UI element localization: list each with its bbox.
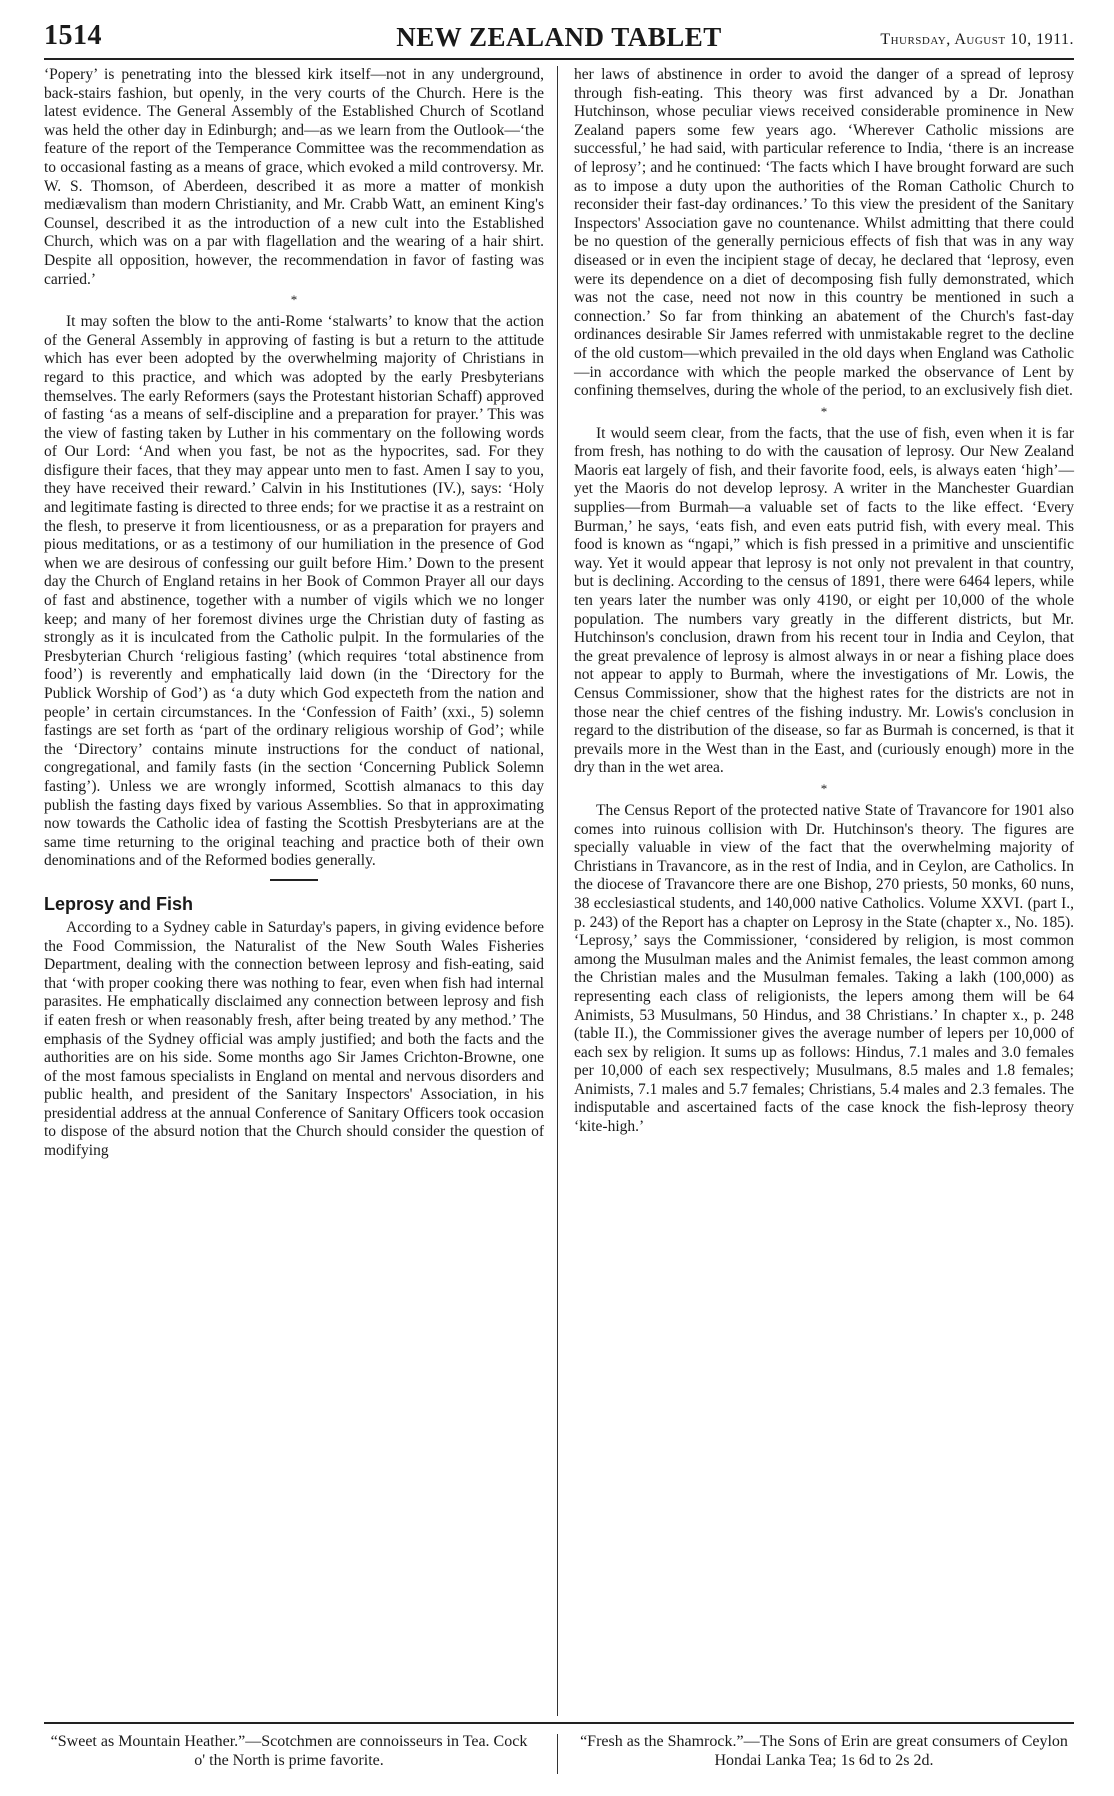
article-paragraph: According to a Sydney cable in Saturday's papers, in giving evidence before the Food Commission, the Naturalist of the New South Wales Fisheries Department, dealing with the connection between leprosy and fish-eating, said that ‘with proper cooking there was nothing to fear, even when fish had internal parasites. He emphatically disclaimed any connection between leprosy and fish if eaten fresh or when reasonably fresh, after being treated by any method.’ The emphasis of the Sydney official was amply justified; and both the facts and the authorities are on his side. Some months ago Sir James Crichton-Browne, one of the most famous specialists in England on mental and nervous disorders and public health, and president of the Sanitary Inspectors' Association, in his presidential address at the annual Conference of Sanitary Officers took occasion to dispose of the absurd notion that the Church should consider the question of modifying <box>44 918 544 1160</box>
section-heading: Leprosy and Fish <box>44 893 194 914</box>
right-column <box>574 66 1074 1716</box>
footer-advertisements <box>44 1722 1074 1780</box>
article-paragraph: It may soften the blow to the anti-Rome ‘stalwarts’ to know that the action of the General Assembly in approving of fasting is but a return to the attitude which has ever been adopted by the overwhelming majority of Christians in regard to this practice, and which was adopted by the early Presbyterians themselves. The early Reformers (says the Protestant historian Schaff) approved of fasting ‘as a means of self-discipline and a preparation for prayer.’ This was the view of fasting taken by Luther in his commentary on the following words of Our Lord: ‘And when you fast, be not as the hypocrites, sad. For they disfigure their faces, that they may appear unto men to fast. Amen I say to you, they have received their reward.’ Calvin in his Institutiones (IV.), says: ‘Holy and legitimate fasting is directed to three ends; for we practise it as a restraint on the flesh, to preserve it from licentiousness, or as a preparation for prayers and pious meditations, or as a testimony of our humiliation in the presence of God when we are desirous of confessing our guilt before Him.’ Down to the present day the Church of England retains in her Book of Common Prayer all our days of fast and abstinence, together with a number of vigils which we no longer keep; and many of her foremost divines urge the Christian duty of fasting as strongly as it is inculcated from the Catholic pulpit. In the formularies of the Presbyterian Church ‘religious fasting’ (which requires ‘total abstinence from food’) is reverently and emphatically laid down (in the ‘Directory for the Publick Worship of God’) as ‘a duty which God expecteth from the nation and people’ in certain circumstances. In the ‘Confession of Faith’ (xxi., 5) solemn fastings are set forth as ‘part of the ordinary religious worship of God’; while the ‘Directory’ contains minute instructions for the conduct of national, congregational, and family fasts (in the section ‘Concerning Publick Solemn fasting’). Unless we are wrongly informed, Scottish almanacs to this day publish the fasting days fixed by various Assemblies. So that in approximating now towards the Catholic idea of fasting the Scottish Presbyterians are at the same time returning to the original teaching and practice both of their own denominations and of the Reformed bodies generally. <box>44 313 544 870</box>
column-divider <box>557 66 558 1716</box>
paper-title: NEW ZEALAND TABLET <box>396 22 722 52</box>
footer-ad-left: “Sweet as Mountain Heather.”—Scotchmen are connoisseurs in Tea. Cock o' the North is prime favorite. <box>50 1733 528 1769</box>
article-paragraph: ‘Popery’ is penetrating into the blessed kirk itself—not in any underground, back-stairs fashion, but openly, in the very courts of the Church. Here is the latest evidence. The General Assembly of the Established Church of Scotland was held the other day in Edinburgh; and—as we learn from the Outlook—‘the feature of the report of the Temperance Committee was the recommendation as to occasional fasting as a means of grace, which evoked a mild controversy. Mr. W. S. Thomson, of Aberdeen, described it as more a matter of monkish mediævalism than modern Christianity, and Mr. Crabb Watt, an eminent King's Counsel, described it as the introduction of a new cult into the Established Church, which was on a par with flagellation and the wearing of a hair shirt. Despite all opposition, however, the recommendation in favor of fasting was carried.’ <box>44 66 544 288</box>
article-paragraph: The Census Report of the protected native State of Travancore for 1901 also comes into ruinous collision with Dr. Hutchinson's theory. The figures are specially valuable in view of the fact that the overwhelming majority of Christians in Travancore, as in the rest of India, and in Ceylon, are Catholics. In the diocese of Travancore there are one Bishop, 270 priests, 50 monks, 60 nuns, 38 ecclesiastical students, and 140,000 native Catholics. Volume XXVI. (part I., p. 243) of the Report has a chapter on Leprosy in the State (chapter x., No. 185). ‘Leprosy,’ says the Commissioner, ‘considered by religion, is most common among the Musulman males and the Animist females, the least common among the Christian males and the Musulman females. Taking a lakh (100,000) as representing each class of religionists, the lepers among them will be 64 Animists, 53 Musulmans, 50 Hindus, and 38 Christians.’ In chapter x., p. 248 (table II.), the Commissioner gives the average number of lepers per 10,000 of each sex by religion. It sums up as follows: Hindus, 7.1 males and 3.0 females per 10,000 of each sex respectively; Musulmans, 8.5 males and 1.8 females; Animists, 7.1 males and 5.7 females; Christians, 5.4 males and 2.3 females. The indisputable and ascertained facts of the case knock the fish-leprosy theory ‘kite-high.’ <box>574 801 1074 1136</box>
article-paragraph: her laws of abstinence in order to avoid the danger of a spread of leprosy through fish-eating. This theory was first advanced by a Dr. Jonathan Hutchinson, whose peculiar views received considerable prominence in New Zealand papers some few years ago. ‘Wherever Catholic missions are successful,’ he had said, with particular reference to India, ‘there is an increase of leprosy’; and he continued: ‘The facts which I have brought forward are such as to impose a duty upon the authorities of the Roman Catholic Church to reconsider their fast-day ordinances.’ To this view the president of the Sanitary Inspectors' Association gave no countenance. Whilst admitting that there could be no question of the generally pernicious effects of fish that was in any way diseased or in even the incipient stage of decay, he declared that ‘leprosy, even were its dependence on a diet of decomposing fish fully demonstrated, which was not the case, need not now in this country be mentioned in such a connection.’ So far from thinking an abatement of the Church's fast-day ordinances desirable Sir James referred with unmistakable regret to the decline of the old custom—which prevailed in the old days when England was Catholic—in accordance with which the people marked the observance of Lent by confining themselves, during the whole of the period, to an exclusively fish diet. <box>574 66 1074 400</box>
issue-date: Thursday, August 10, 1911. <box>880 31 1074 48</box>
article-paragraph: It would seem clear, from the facts, that the use of fish, even when it is far from fresh, has nothing to do with the causation of leprosy. Our New Zealand Maoris eat largely of fish, and their favorite food, eels, is always eaten ‘high’—yet the Maoris do not develop leprosy. A writer in the Manchester Guardian supplies—from Burmah—a valuable set of facts to the like effect. ‘Every Burman,’ he says, ‘eats fish, and even eats putrid fish, with every meal. This food is known as “ngapi,” which is fish pressed in a primitive and unscientific way. Yet it would appear that leprosy is not only not prevalent in that country, but is declining. According to the census of 1891, there were 6464 lepers, while ten years later the number was only 4190, or eight per 10,000 of the whole population. The numbers vary greatly in the different districts, but Mr. Hutchinson's conclusion, drawn from his recent tour in India and Ceylon, that the great prevalence of leprosy is almost always in or near a fishing place does not appear to apply to Burmah, where the investigations of Mr. Lowis, the Census Commissioner, show that the highest rates for the districts are not in those near the chief centres of the fishing industry. Mr. Lowis's conclusion in regard to the distribution of the disease, so far as Burmah is concerned, is that it prevails more in the West than in the East, and (curiously enough) more in the dry than in the wet area. <box>574 424 1074 777</box>
footer-divider <box>557 1734 558 1774</box>
asterisk-separator: * <box>820 403 828 419</box>
left-column <box>44 66 544 1716</box>
article-columns <box>44 66 1074 1716</box>
asterisk-separator: * <box>820 780 828 796</box>
asterisk-separator: * <box>290 292 298 308</box>
newspaper-page <box>44 20 1074 1780</box>
footer-ad-right: “Fresh as the Shamrock.”—The Sons of Erin are great consumers of Ceylon Hondai Lanka Tea; 1s 6d to 2s 2d. <box>580 1733 1068 1769</box>
section-divider <box>270 879 318 881</box>
page-number: 1514 <box>44 20 102 51</box>
masthead <box>44 20 1074 60</box>
